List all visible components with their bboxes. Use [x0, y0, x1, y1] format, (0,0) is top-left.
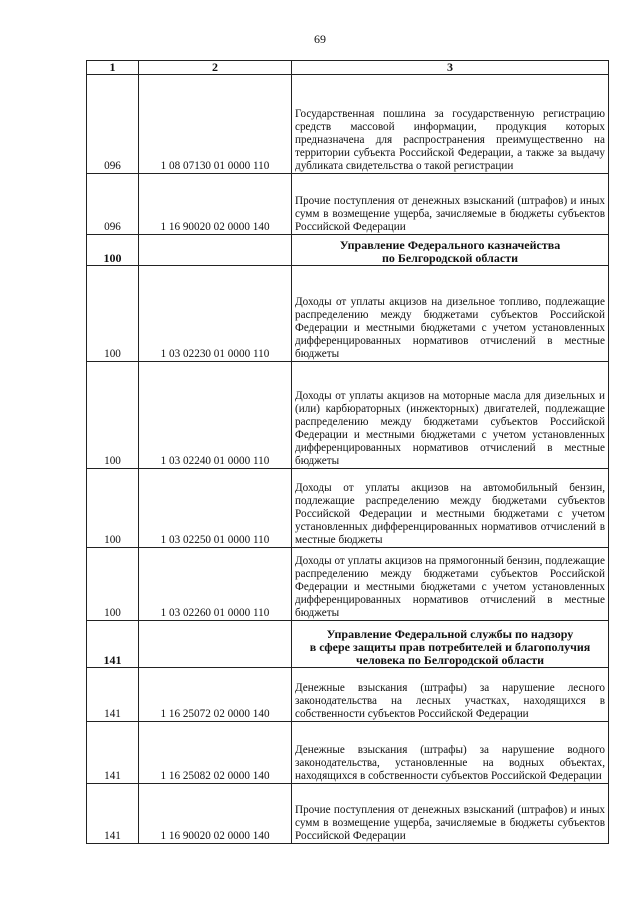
- admin-code-cell: 096: [87, 75, 139, 174]
- section-header-row: [87, 235, 609, 266]
- section-header-row: [87, 621, 609, 668]
- admin-code-cell: 141: [87, 722, 139, 784]
- revenue-description-cell: Денежные взыскания (штрафы) за нарушение водного законодательства, установленные на водных объектах, находящихся в собственности субъектов Российской Федерации: [292, 722, 609, 784]
- revenue-code-cell: 1 16 90020 02 0000 140: [139, 174, 292, 235]
- section-title-cell: [292, 235, 609, 266]
- table-row: [87, 266, 609, 362]
- table-row: [87, 75, 609, 174]
- revenue-code-cell: 1 08 07130 01 0000 110: [139, 75, 292, 174]
- table-row: [87, 174, 609, 235]
- section-title-line: Управление Федеральной службы по надзору: [326, 627, 574, 641]
- revenue-code-cell: 1 03 02230 01 0000 110: [139, 266, 292, 362]
- section-title-line: человека по Белгородской области: [355, 653, 545, 667]
- table-row: [87, 362, 609, 469]
- table-row: [87, 469, 609, 548]
- column-header-1: 1: [87, 61, 139, 75]
- revenue-description-cell: Доходы от уплаты акцизов на моторные масла для дизельных и (или) карбюраторных (инжекторных) двигателей, подлежащие распределению между бюджетами субъектов Российской Федерации и местными бюджетами с учетом установленных дифференцированных нормативов отчислений в местные бюджеты: [292, 362, 609, 469]
- admin-code-cell: 141: [87, 784, 139, 844]
- revenue-description-cell: Прочие поступления от денежных взысканий (штрафов) и иных сумм в возмещение ущерба, зачисляемые в бюджеты субъектов Российской Федерации: [292, 784, 609, 844]
- revenue-description-cell: Доходы от уплаты акцизов на автомобильный бензин, подлежащие распределению между бюджетами субъектов Российской Федерации и местными бюджетами с учетом установленных дифференцированных нормативов отчислений в местные бюджеты: [292, 469, 609, 548]
- section-title-line: Управление Федерального казначейства: [339, 238, 561, 252]
- section-title-line: по Белгородской области: [381, 251, 519, 265]
- revenue-code-cell: 1 03 02250 01 0000 110: [139, 469, 292, 548]
- section-title-line: в сфере защиты прав потребителей и благополучия: [309, 640, 591, 654]
- table-row: [87, 668, 609, 722]
- table-row: [87, 784, 609, 844]
- budget-revenue-table: [86, 60, 609, 844]
- admin-code-cell: 100: [87, 469, 139, 548]
- column-header-3: 3: [292, 61, 609, 75]
- page-number: 69: [314, 32, 326, 46]
- admin-code-cell: 100: [87, 548, 139, 621]
- admin-code-cell: 141: [87, 621, 139, 668]
- revenue-code-cell: 1 16 25072 02 0000 140: [139, 668, 292, 722]
- admin-code-cell: 096: [87, 174, 139, 235]
- revenue-description-cell: Доходы от уплаты акцизов на дизельное топливо, подлежащие распределению между бюджетами субъектов Российской Федерации и местными бюджетами с учетом установленных дифференцированных нормативов отчислений в местные бюджеты: [292, 266, 609, 362]
- header-row: [87, 61, 609, 75]
- admin-code-cell: 100: [87, 266, 139, 362]
- revenue-description-cell: Государственная пошлина за государственную регистрацию средств массовой информации, продукция которых предназначена для распространения преимущественно на территории субъекта Российской Федерации, а также за выдачу дубликата свидетельства о такой регистрации: [292, 75, 609, 174]
- table-row: [87, 548, 609, 621]
- section-title-cell: [292, 621, 609, 668]
- revenue-code-cell: 1 16 25082 02 0000 140: [139, 722, 292, 784]
- revenue-code-cell: 1 03 02240 01 0000 110: [139, 362, 292, 469]
- column-header-2: 2: [139, 61, 292, 75]
- admin-code-cell: 100: [87, 362, 139, 469]
- empty-cell: [139, 235, 292, 266]
- table-row: [87, 722, 609, 784]
- admin-code-cell: 100: [87, 235, 139, 266]
- revenue-description-cell: Прочие поступления от денежных взысканий (штрафов) и иных сумм в возмещение ущерба, зачисляемые в бюджеты субъектов Российской Федерации: [292, 174, 609, 235]
- revenue-description-cell: Доходы от уплаты акцизов на прямогонный бензин, подлежащие распределению между бюджетами субъектов Российской Федерации и местными бюджетами с учетом установленных дифференцированных нормативов отчислений в местные бюджеты: [292, 548, 609, 621]
- revenue-code-cell: 1 03 02260 01 0000 110: [139, 548, 292, 621]
- revenue-code-cell: 1 16 90020 02 0000 140: [139, 784, 292, 844]
- revenue-description-cell: Денежные взыскания (штрафы) за нарушение лесного законодательства на лесных участках, находящихся в собственности субъектов Российской Федерации: [292, 668, 609, 722]
- empty-cell: [139, 621, 292, 668]
- admin-code-cell: 141: [87, 668, 139, 722]
